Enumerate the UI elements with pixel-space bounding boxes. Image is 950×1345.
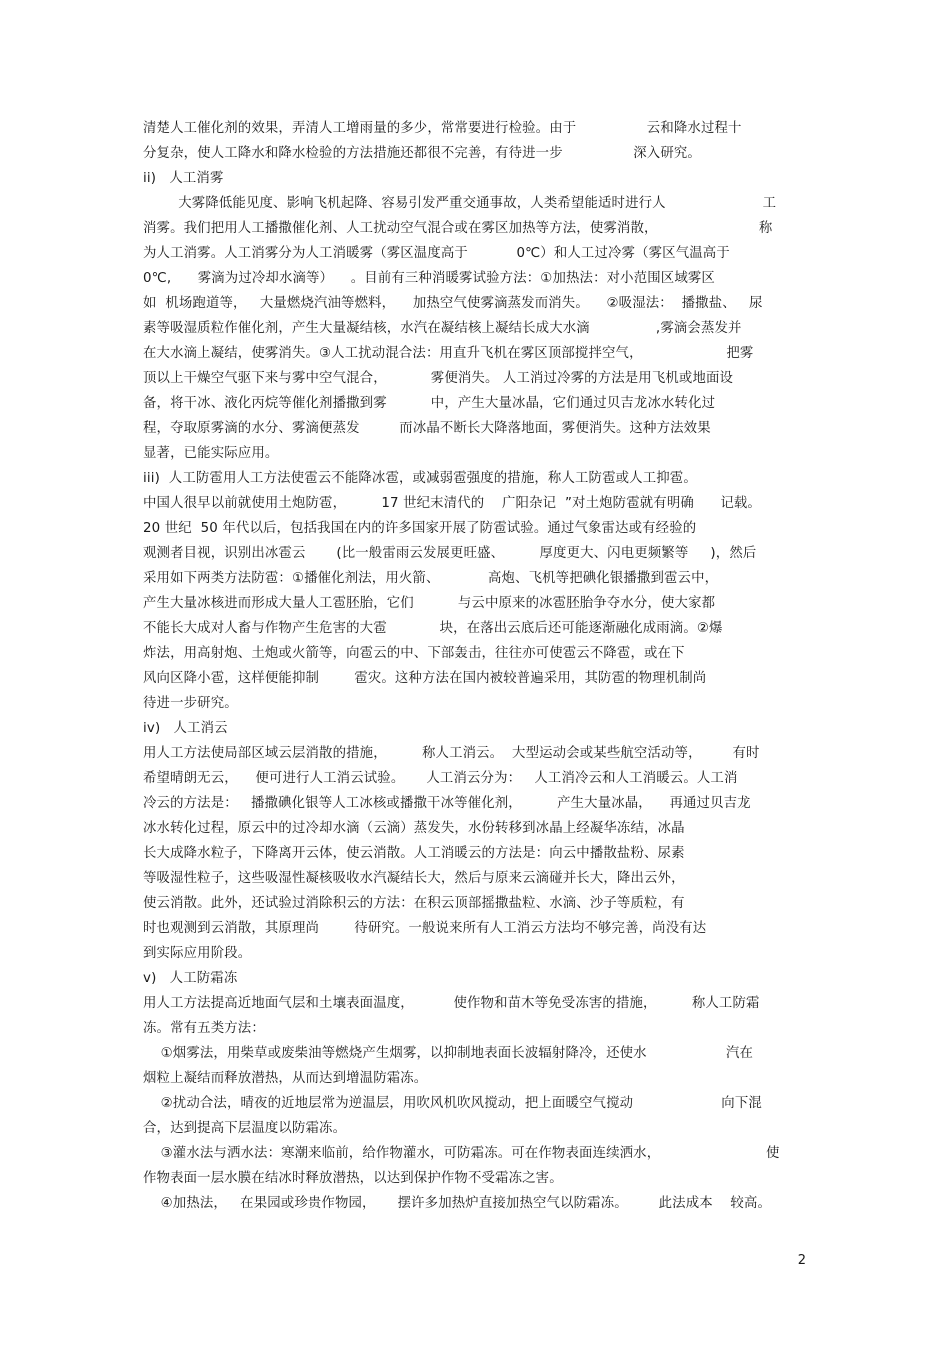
text-line: 程，夺取原雾滴的水分、雾滴便蒸发 而冰晶不断长大降落地面，雾便消失。这种方法效果 [143, 421, 711, 436]
section-heading: v) 人工防霜冻 [143, 971, 238, 986]
text-line: 到实际应用阶段。 [143, 946, 252, 961]
text-line: 冰水转化过程，原云中的过冷却水滴（云滴）蒸发失，水份转移到冰晶上经凝华冻结，冰晶 [143, 821, 685, 836]
text-line: 冻。常有五类方法： [143, 1021, 265, 1036]
text-line: 采用如下两类方法防雹：①播催化剂法，用火箭、 高炮、飞机等把碘化银播撒到雹云中， [143, 571, 719, 586]
text-line: 冷云的方法是： 播撒碘化银等人工冰核或播撒干冰等催化剂， 产生大量冰晶， 再通过贝吉龙 [143, 796, 751, 811]
section-heading: ii) 人工消雾 [143, 171, 224, 186]
text-line: 时也观测到云消散，其原理尚 待研究。一般说来所有人工消云方法均不够完善，尚没有达 [143, 921, 707, 936]
text-line: 如 机场跑道等， 大量燃烧汽油等燃料， 加热空气使雾滴蒸发而消失。 ②吸湿法： 播撒盐、 尿 [143, 296, 763, 311]
text-line: 用人工方法使局部区域云层消散的措施， 称人工消云。 大型运动会或某些航空活动等， 有时 [143, 746, 760, 761]
text-line: 使云消散。此外，还试验过消除积云的方法：在积云顶部摇撒盐粒、水滴、沙子等质粒，有 [143, 896, 685, 911]
text-line: 在大水滴上凝结，使雾消失。③人工扰动混合法：用直升飞机在雾区顶部搅拌空气， 把雾 [143, 346, 754, 361]
text-line: 清楚人工催化剂的效果，弄清人工增雨量的多少，常常要进行检验。由于 云和降水过程十 [143, 121, 742, 136]
text-line: 待进一步研究。 [143, 696, 238, 711]
text-line: 素等吸湿质粒作催化剂，产生大量凝结核，水汽在凝结核上凝结长成大水滴 ,雾滴会蒸发并 [143, 321, 742, 336]
text-line: 合，达到提高下层温度以防霜冻。 [143, 1121, 347, 1136]
text-line: 分复杂，使人工降水和降水检验的方法措施还都很不完善，有待进一步 深入研究。 [143, 146, 701, 161]
text-line: 大雾降低能见度、影响飞机起降、容易引发严重交通事故，人类希望能适时进行人 工 [143, 196, 777, 211]
text-line: ④加热法， 在果园或珍贵作物园， 摆许多加热炉直接加热空气以防霜冻。 此法成本 较高。 [143, 1196, 772, 1211]
text-line: 20 世纪 50 年代以后，包括我国在内的许多国家开展了防雹试验。通过气象雷达或有经验的 [143, 521, 697, 536]
text-line: ②扰动合法，晴夜的近地层常为逆温层，用吹风机吹风搅动，把上面暖空气搅动 向下混 [143, 1096, 762, 1111]
text-line: 等吸湿性粒子，这些吸湿性凝核吸收水汽凝结长大，然后与原来云滴碰并长大，降出云外， [143, 871, 685, 886]
text-line: 为人工消雾。人工消雾分为人工消暖雾（雾区温度高于 0℃）和人工过冷雾（雾区气温高于 [143, 246, 730, 261]
text-line: 希望晴朗无云， 便可进行人工消云试验。 人工消云分为： 人工消冷云和人工消暖云。人工消 [143, 771, 738, 786]
text-line: 长大成降水粒子，下降离开云体，使云消散。人工消暖云的方法是：向云中播散盐粉、尿素 [143, 846, 685, 861]
text-line: 顶以上干燥空气驱下来与雾中空气混合， 雾便消失。 人工消过冷雾的方法是用飞机或地面设 [143, 371, 734, 386]
text-line: 产生大量冰核进而形成大量人工雹胚胎，它们 与云中原来的冰雹胚胎争夺水分，使大家都 [143, 596, 716, 611]
section-heading: iv) 人工消云 [143, 721, 228, 736]
text-line: ①烟雾法，用柴草或废柴油等燃烧产生烟雾，以抑制地表面长波辐射降冷，还使水 汽在 [143, 1046, 754, 1061]
text-line: 观测者目视，识别出冰雹云 (比一般雷雨云发展更旺盛、 厚度更大、闪电更频繁等 )，然后 [143, 546, 757, 561]
text-line: 0℃, 雾滴为过冷却水滴等） 。目前有三种消暖雾试验方法：①加热法：对小范围区域雾区 [143, 271, 715, 286]
text-line: 烟粒上凝结而释放潜热，从而达到增温防霜冻。 [143, 1071, 428, 1086]
text-line: 消雾。我们把用人工播撒催化剂、人工扰动空气混合或在雾区加热等方法，使雾消散， 称 [143, 221, 773, 236]
section-heading: iii) 人工防雹用人工方法使雹云不能降冰雹，或减弱雹强度的措施，称人工防雹或人工抑雹。 [143, 471, 697, 486]
text-line: 不能长大成对人畜与作物产生危害的大雹 块，在落出云底后还可能逐渐融化成雨滴。②爆 [143, 621, 723, 636]
text-line: 用人工方法提高近地面气层和土壤表面温度， 使作物和苗木等免受冻害的措施， 称人工防霜 [143, 996, 760, 1011]
text-line: 风向区降小雹，这样便能抑制 雹灾。这种方法在国内被较普遍采用，其防雹的物理机制尚 [143, 671, 707, 686]
text-line: 中国人很早以前就使用土炮防雹， 17 世纪末清代的 广阳杂记 ”对土炮防雹就有明确 记载。 [143, 496, 761, 511]
page-number: 2 [797, 1253, 806, 1268]
text-line: 作物表面一层水膜在结冰时释放潜热，以达到保护作物不受霜冻之害。 [143, 1171, 563, 1186]
text-line: ③灌水法与洒水法：寒潮来临前，给作物灌水，可防霜冻。可在作物表面连续洒水， 使 [143, 1146, 780, 1161]
text-line: 备，将干冰、液化丙烷等催化剂播撒到雾 中，产生大量冰晶，它们通过贝吉龙冰水转化过 [143, 396, 716, 411]
text-line: 炸法，用高射炮、土炮或火箭等，向雹云的中、下部轰击，往往亦可使雹云不降雹，或在下 [143, 646, 685, 661]
text-line: 显著，已能实际应用。 [143, 446, 279, 461]
